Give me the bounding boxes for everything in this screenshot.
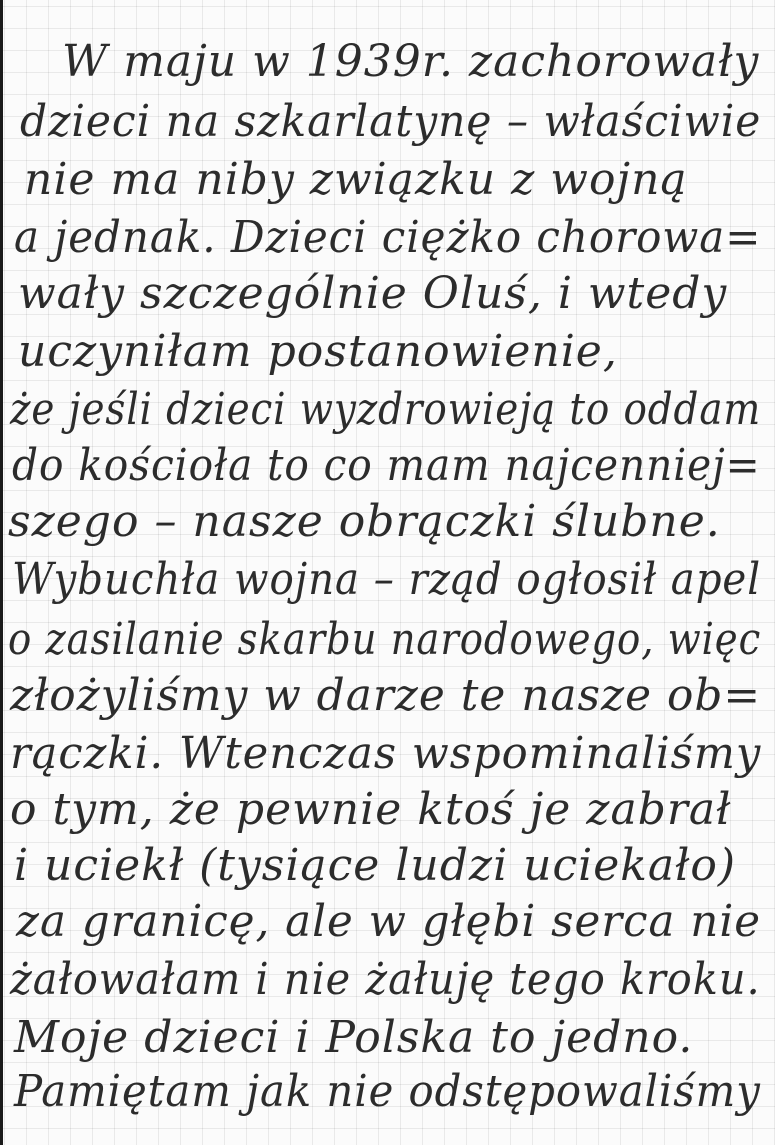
text-line: uczyniłam postanowienie, — [18, 326, 618, 377]
text-line: Pamiętam jak nie odstępowaliśmy — [14, 1066, 761, 1117]
text-line: że jeśli dzieci wyzdrowieją to oddam — [10, 384, 762, 435]
text-line: rączki. Wtenczas wspominaliśmy — [10, 728, 762, 779]
text-line: do kościoła to co mam najcenniej= — [12, 440, 761, 491]
text-line: o tym, że pewnie ktoś je zabrał — [10, 784, 732, 835]
text-line: szego – nasze obrączki ślubne. — [8, 496, 721, 547]
text-line: Wybuchła wojna – rząd ogłosił apel — [12, 554, 762, 605]
text-line: nie ma niby związku z wojną — [24, 154, 688, 205]
text-line: wały szczególnie Oluś, i wtedy — [18, 268, 728, 319]
text-line: złożyliśmy w darze te nasze ob= — [10, 670, 762, 721]
text-line: i uciekł (tysiące ludzi uciekało) — [14, 840, 737, 891]
text-line: Moje dzieci i Polska to jedno. — [14, 1012, 694, 1063]
text-line: W maju w 1939r. zachorowały — [62, 36, 760, 87]
text-line: a jednak. Dzieci ciężko chorowa= — [14, 212, 762, 263]
text-line: za granicę, ale w głębi serca nie — [16, 896, 762, 947]
text-line: dzieci na szkarlatynę – właściwie — [20, 96, 762, 147]
text-line: żałowałam i nie żałuję tego kroku. — [10, 954, 761, 1005]
text-line: o zasilanie skarbu narodowego, więc — [8, 614, 762, 665]
